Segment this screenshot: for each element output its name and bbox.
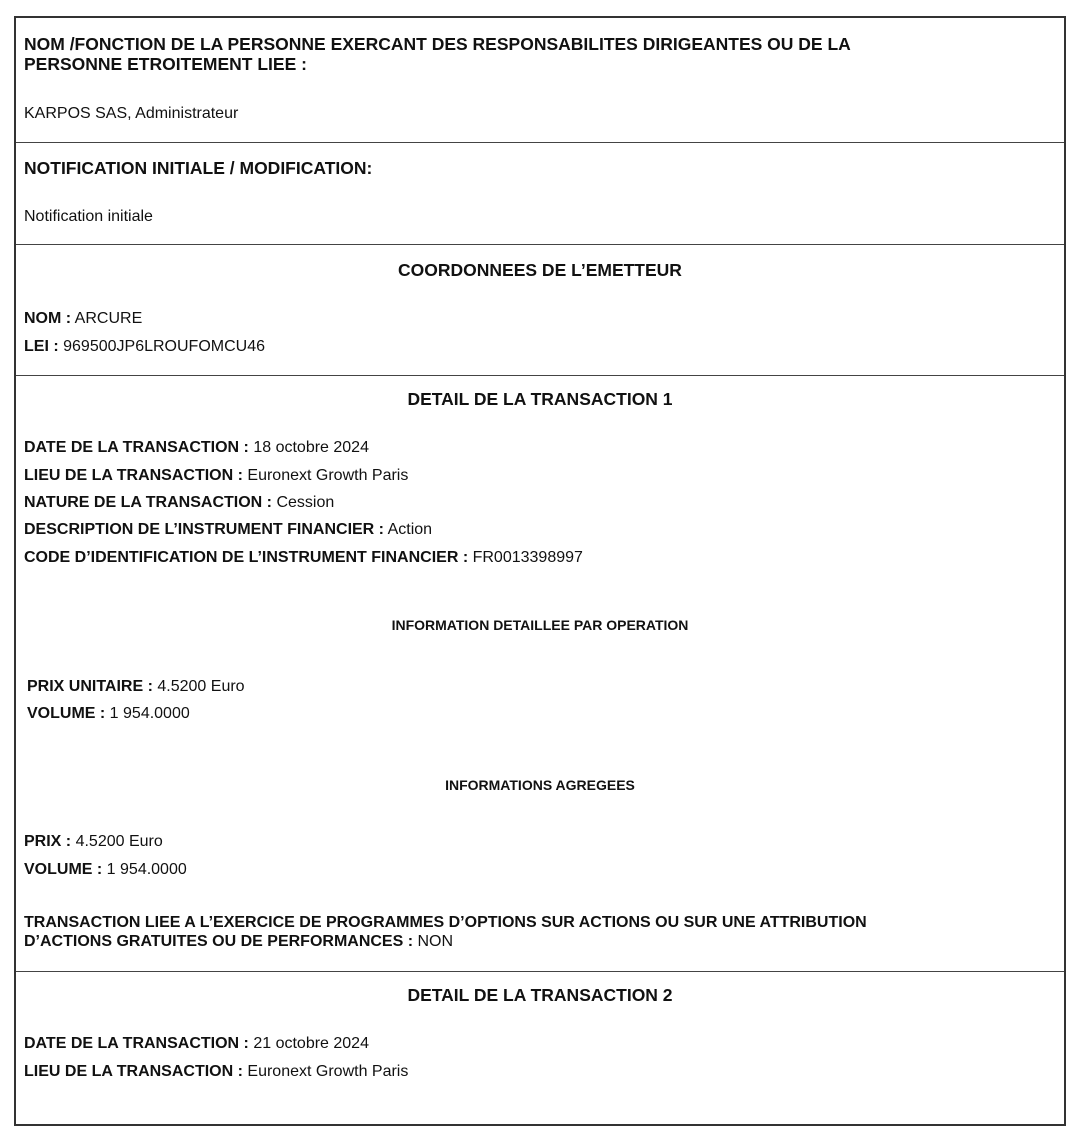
transaction-1-nature [24, 493, 334, 513]
issuer-lei-value: 969500JP6LROUFOMCU46 [63, 338, 265, 355]
divider [16, 375, 1064, 376]
transaction-1-description-label: DESCRIPTION DE L’INSTRUMENT FINANCIER : [24, 521, 385, 538]
transaction-1-nature-label: NATURE DE LA TRANSACTION : [24, 494, 272, 511]
options-value: NON [417, 933, 454, 950]
person-heading-line1: NOM /FONCTION DE LA PERSONNE EXERCANT DES RESPONSABILITES DIRIGEANTES OU DE LA [24, 34, 851, 54]
transaction-2-date-value: 21 octobre 2024 [253, 1035, 369, 1052]
detail-prix-label: PRIX UNITAIRE : [27, 678, 153, 695]
detail-prix-value: 4.5200 Euro [157, 678, 245, 695]
transaction-1-heading: DETAIL DE LA TRANSACTION 1 [407, 389, 673, 409]
aggregated-prix-label: PRIX : [24, 833, 72, 850]
options-label-line2: D’ACTIONS GRATUITES OU DE PERFORMANCES : [24, 933, 414, 950]
aggregated-heading: INFORMATIONS AGREGEES [445, 777, 635, 793]
aggregated-prix-value: 4.5200 Euro [75, 833, 163, 850]
transaction-1-code-label: CODE D’IDENTIFICATION DE L’INSTRUMENT FINANCIER : [24, 549, 469, 566]
transaction-1-date-value: 18 octobre 2024 [253, 439, 369, 456]
detail-volume-label: VOLUME : [27, 705, 106, 722]
transaction-1-code [24, 548, 583, 568]
detail-volume-value: 1 954.0000 [109, 705, 190, 722]
transaction-1-nature-value: Cession [276, 494, 335, 511]
issuer-nom-label: NOM : [24, 310, 72, 327]
options-label-line1: TRANSACTION LIEE A L’EXERCICE DE PROGRAMMES D’OPTIONS SUR ACTIONS OU SUR UNE ATTRIBUTION [24, 914, 867, 931]
transaction-2-heading: DETAIL DE LA TRANSACTION 2 [407, 985, 673, 1005]
notification-heading: NOTIFICATION INITIALE / MODIFICATION: [24, 158, 373, 178]
issuer-heading: COORDONNEES DE L’EMETTEUR [398, 260, 682, 280]
aggregated-volume [24, 860, 187, 880]
person-value: KARPOS SAS, Administrateur [24, 105, 239, 122]
transaction-2-lieu [24, 1062, 408, 1082]
aggregated-volume-label: VOLUME : [24, 861, 103, 878]
transaction-1-date-label: DATE DE LA TRANSACTION : [24, 439, 249, 456]
issuer-nom [24, 309, 142, 329]
issuer-lei-label: LEI : [24, 338, 59, 355]
transaction-1-code-value: FR0013398997 [472, 549, 583, 566]
detail-prix [27, 677, 245, 697]
transaction-1-description [24, 520, 432, 540]
transaction-1-lieu [24, 466, 408, 486]
transaction-1-description-value: Action [387, 521, 433, 538]
detail-per-operation-heading: INFORMATION DETAILLEE PAR OPERATION [391, 617, 689, 633]
divider [16, 971, 1064, 972]
transaction-1-date [24, 438, 369, 458]
detail-volume [27, 704, 190, 724]
transaction-2-lieu-label: LIEU DE LA TRANSACTION : [24, 1063, 243, 1080]
issuer-lei [24, 337, 265, 357]
transaction-1-lieu-value: Euronext Growth Paris [247, 467, 409, 484]
aggregated-prix [24, 832, 163, 852]
transaction-2-date-label: DATE DE LA TRANSACTION : [24, 1035, 249, 1052]
options-line2 [24, 932, 453, 952]
declaration-form [14, 16, 1066, 1126]
transaction-2-date [24, 1034, 369, 1054]
person-heading-line2: PERSONNE ETROITEMENT LIEE : [24, 54, 307, 74]
issuer-nom-value: ARCURE [74, 310, 143, 327]
notification-value: Notification initiale [24, 208, 153, 225]
aggregated-volume-value: 1 954.0000 [106, 861, 187, 878]
transaction-1-lieu-label: LIEU DE LA TRANSACTION : [24, 467, 243, 484]
divider [16, 244, 1064, 245]
transaction-2-lieu-value: Euronext Growth Paris [247, 1063, 409, 1080]
divider [16, 142, 1064, 143]
